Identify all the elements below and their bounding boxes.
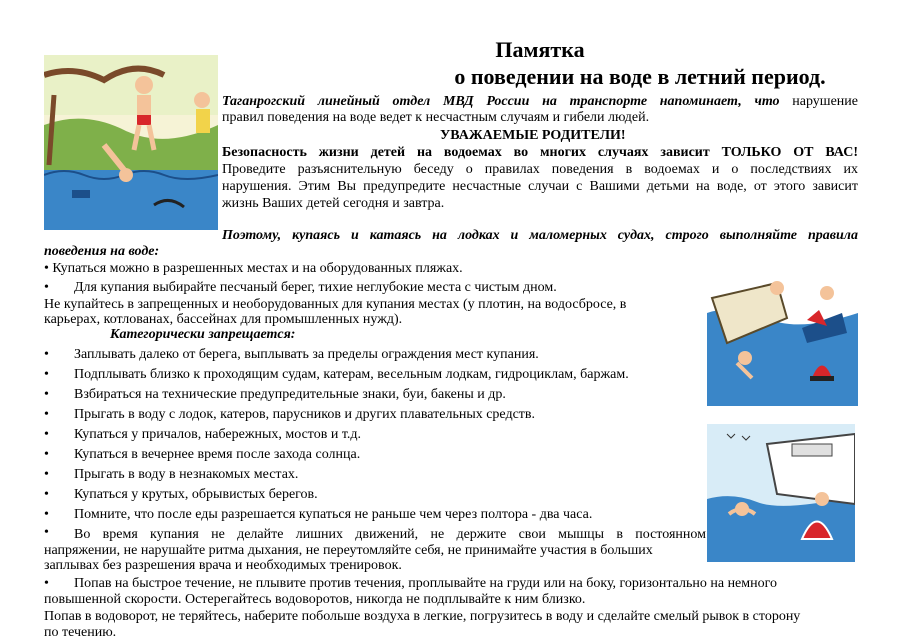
intro-line-2: правил поведения на воде ведет к несчастным случаям и гибели людей.: [222, 110, 650, 125]
forbidden-item-8: Купаться у крутых, обрывистых берегов.: [74, 487, 318, 502]
ship-swimmer-illustration: [707, 424, 855, 562]
current-line-4: по течению.: [44, 625, 117, 640]
allowed-item-1: • Купаться можно в разрешенных местах и на оборудованных пляжах.: [44, 261, 463, 276]
rules-intro-line-2: поведения на воде:: [44, 244, 160, 259]
bullet-marker: •: [44, 367, 49, 382]
bullet-marker: •: [44, 347, 49, 362]
forbidden-item-6: Купаться в вечернее время после захода солнца.: [74, 447, 361, 462]
allowed-note-line-2: карьерах, котлованах, бассейнах для промышленных нужд).: [44, 312, 403, 327]
forbidden-item-1: Заплывать далеко от берега, выплывать за пределы ограждения мест купания.: [74, 347, 539, 362]
forbidden-item-2: Подплывать близко к проходящим судам, катерам, весельным лодкам, гидроциклам, баржам.: [74, 367, 629, 382]
forbidden-heading: Категорически запрещается:: [110, 327, 296, 342]
boat-jetski-illustration: [707, 258, 858, 406]
allowed-item-2: Для купания выбирайте песчаный берег, тихие неглубокие места с чистым дном.: [74, 280, 557, 295]
bullet-marker: •: [44, 407, 49, 422]
forbidden-item-5: Купаться у причалов, набережных, мостов и т.д.: [74, 427, 362, 442]
bullet-marker: •: [44, 576, 49, 591]
children-jumping-illustration: [44, 55, 218, 230]
parents-heading: УВАЖАЕМЫЕ РОДИТЕЛИ!: [440, 128, 626, 143]
forbidden-item-9: Помните, что после еды разрешается купаться не раньше чем через полтора - два часа.: [74, 507, 593, 522]
forbidden-item-3: Взбираться на технические предупредительные знаки, буи, бакены и др.: [74, 387, 506, 402]
bullet-marker: •: [44, 507, 49, 522]
bullet-marker: •: [44, 467, 49, 482]
current-line-1: Попав на быстрое течение, не плывите против течения, проплывайте на груди или на боку, горизонтально на немного: [74, 576, 778, 591]
allowed-note-line-1: Не купайтесь в запрещенных и необорудованных для купания местах (у плотин, на водосбросе, в: [44, 297, 627, 312]
bullet-marker: •: [44, 280, 49, 295]
parents-safety-line: Безопасность жизни детей на водоемах во многих случаях зависит ТОЛЬКО ОТ ВАС!: [222, 145, 858, 160]
bullet-marker: •: [44, 487, 49, 502]
forbidden-item-7: Прыгать в воду в незнакомых местах.: [74, 467, 299, 482]
bullet-marker: •: [44, 387, 49, 402]
current-line-3: Попав в водоворот, не теряйтесь, наберите побольше воздуха в легкие, погрузитесь в воду и сделайте смелый рывок в сторону: [44, 609, 801, 624]
forbidden-long-line-2: напряжении, не нарушайте ритма дыхания, не переутомляйте себя, не принимайте участия в больших: [44, 543, 653, 558]
current-line-2: повышенной скорости. Остерегайтесь водоворотов, никогда не подплывайте к ним близко.: [44, 592, 586, 607]
parents-paragraph-line-2: нарушения. Этим Вы предупредите несчастные случаи с Вашими детьми на воде, от этого зависит: [222, 179, 858, 194]
bullet-marker: •: [44, 447, 49, 462]
parents-paragraph-line-3: жизнь Ваших детей сегодня и завтра.: [222, 196, 445, 211]
forbidden-long-line-3: заплывах без разрешения врача и необходимых тренировок.: [44, 558, 402, 573]
forbidden-long-line-1: Во время купания не делайте лишних движений, не держите свои мышцы в постоянном: [74, 527, 706, 542]
parents-paragraph-line-1: Проведите разъяснительную беседу о правилах поведения в водоемах и о последствиях их: [222, 162, 858, 177]
bullet-marker: •: [44, 427, 49, 442]
bullet-marker: •: [44, 525, 49, 540]
page-subtitle: о поведении на воде в летний период.: [454, 64, 826, 89]
forbidden-item-4: Прыгать в воду с лодок, катеров, парусников и других плавательных средств.: [74, 407, 536, 422]
intro-line-1: Таганрогский линейный отдел МВД России на транспорте напоминает, что нарушение: [222, 94, 858, 109]
rules-intro-line-1: Поэтому, купаясь и катаясь на лодках и маломерных судах, строго выполняйте правила: [222, 228, 858, 243]
page-title: Памятка: [495, 37, 585, 62]
